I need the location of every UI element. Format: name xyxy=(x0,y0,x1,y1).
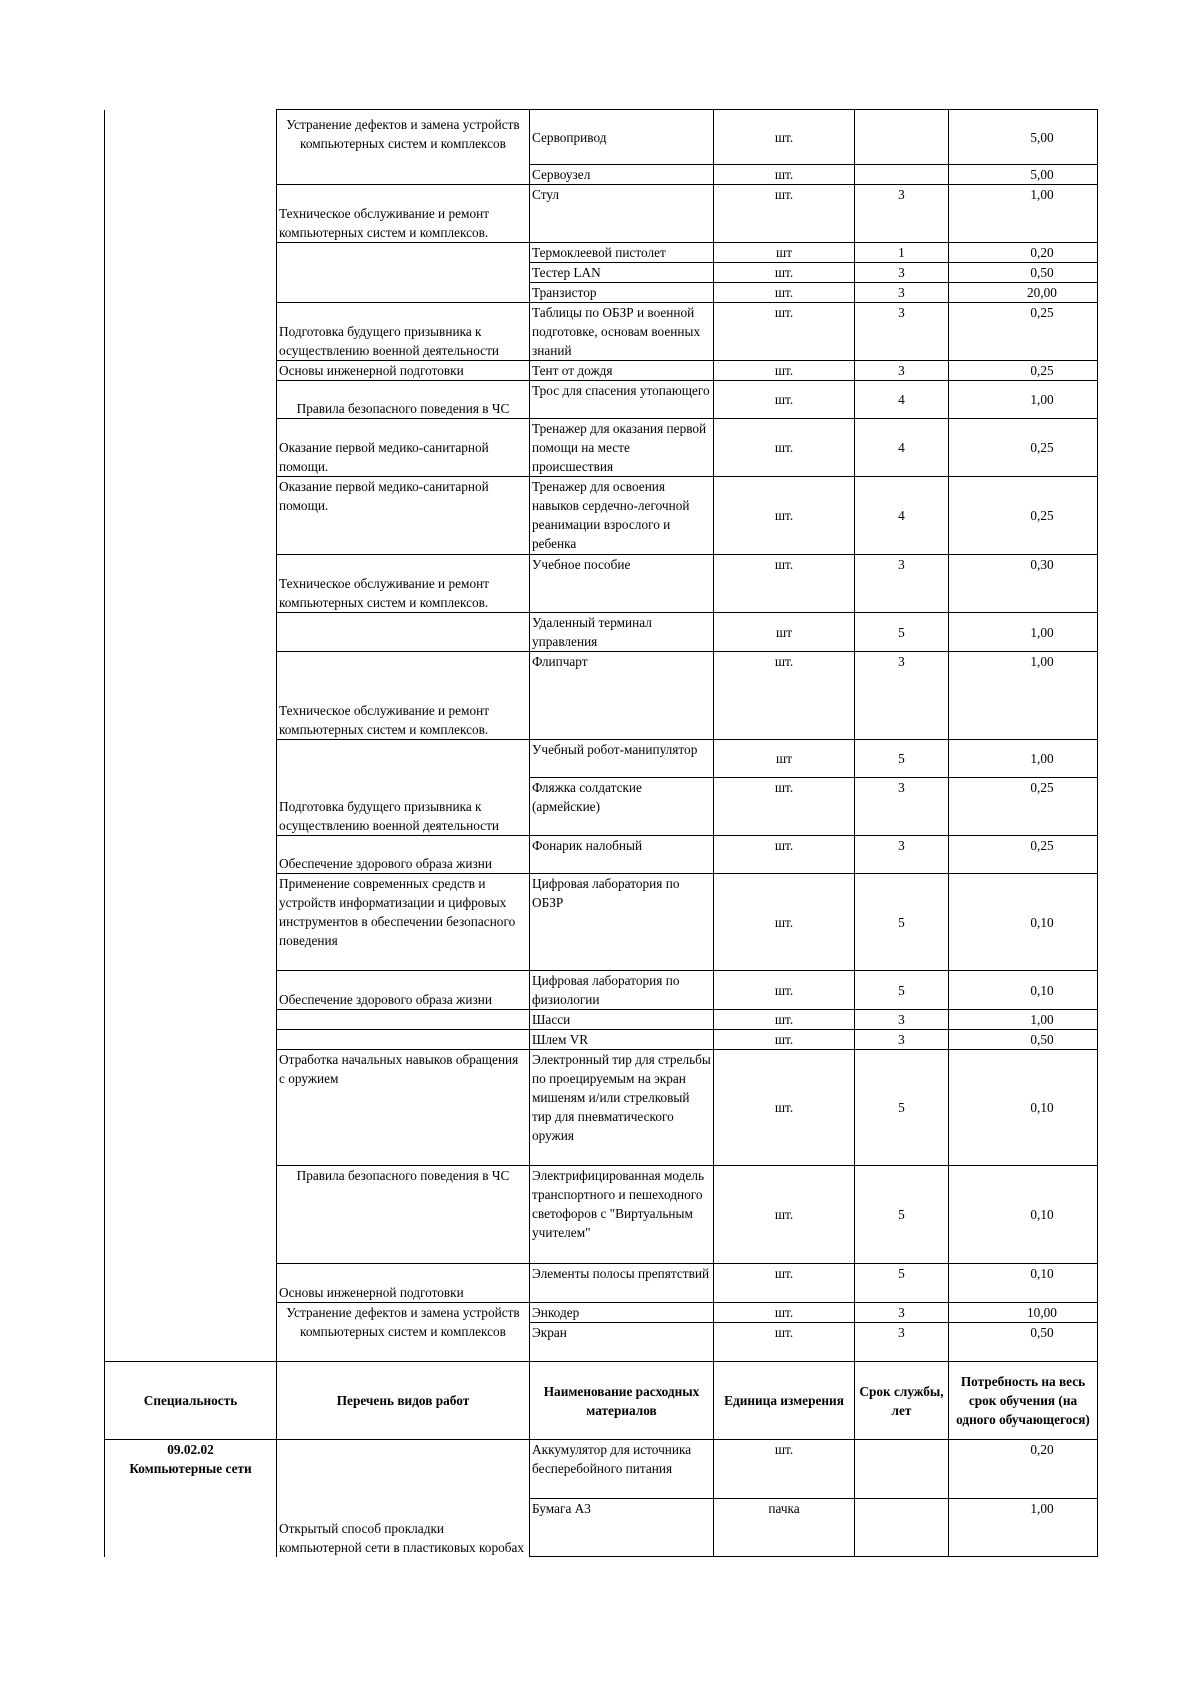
qty-cell: 0,10 xyxy=(949,1050,1098,1166)
life-cell: 3 xyxy=(855,361,949,381)
header-unit: Единица измерения xyxy=(714,1362,855,1440)
unit-cell: шт. xyxy=(714,874,855,971)
qty-cell: 1,00 xyxy=(949,613,1098,652)
life-cell: 1 xyxy=(855,243,949,263)
work-cell: Обеспечение здорового образа жизни xyxy=(277,836,530,874)
unit-cell: шт. xyxy=(714,185,855,243)
work-cell: Техническое обслуживание и ремонт компьютерных систем и комплексов. xyxy=(277,652,530,740)
item-cell: Экран xyxy=(530,1323,714,1362)
qty-cell: 0,25 xyxy=(949,419,1098,477)
life-cell xyxy=(855,1440,949,1499)
header-item: Наименование расходных материалов xyxy=(530,1362,714,1440)
work-cell: Основы инженерной подготовки xyxy=(277,361,530,381)
item-cell: Цифровая лаборатория по ОБЗР xyxy=(530,874,714,971)
item-cell: Энкодер xyxy=(530,1303,714,1323)
life-cell xyxy=(855,1499,949,1557)
unit-cell: шт. xyxy=(714,165,855,185)
life-cell: 5 xyxy=(855,613,949,652)
qty-cell: 1,00 xyxy=(949,185,1098,243)
life-cell: 3 xyxy=(855,555,949,613)
qty-cell: 0,50 xyxy=(949,1030,1098,1050)
item-cell: Цифровая лаборатория по физиологии xyxy=(530,971,714,1010)
unit-cell: шт. xyxy=(714,778,855,836)
work-cell-empty xyxy=(277,613,530,652)
item-cell: Термоклеевой пистолет xyxy=(530,243,714,263)
life-cell: 5 xyxy=(855,1050,949,1166)
work-cell: Открытый способ прокладки компьютерной сети в пластиковых коробах xyxy=(277,1440,530,1557)
life-cell: 3 xyxy=(855,263,949,283)
life-cell: 3 xyxy=(855,1030,949,1050)
unit-cell: шт. xyxy=(714,477,855,555)
work-cell: Оказание первой медико-санитарной помощи. xyxy=(277,419,530,477)
qty-cell: 0,10 xyxy=(949,1264,1098,1303)
life-cell: 3 xyxy=(855,778,949,836)
life-cell: 5 xyxy=(855,1166,949,1264)
specialty-cell-empty xyxy=(105,110,277,1362)
specialty-cell xyxy=(105,1440,277,1557)
qty-cell: 1,00 xyxy=(949,652,1098,740)
item-cell: Шлем VR xyxy=(530,1030,714,1050)
unit-cell: шт. xyxy=(714,110,855,165)
unit-cell: шт. xyxy=(714,283,855,303)
item-cell: Аккумулятор для источника бесперебойного питания xyxy=(530,1440,714,1499)
qty-cell: 20,00 xyxy=(949,283,1098,303)
unit-cell: шт. xyxy=(714,419,855,477)
life-cell: 5 xyxy=(855,971,949,1010)
work-cell-empty xyxy=(277,1030,530,1050)
qty-cell: 0,25 xyxy=(949,303,1098,361)
work-cell: Правила безопасного поведения в ЧС xyxy=(277,1166,530,1264)
life-cell: 5 xyxy=(855,1264,949,1303)
unit-cell: шт xyxy=(714,613,855,652)
item-cell: Сервопривод xyxy=(530,110,714,165)
qty-cell: 0,10 xyxy=(949,874,1098,971)
unit-cell: шт. xyxy=(714,1440,855,1499)
life-cell: 3 xyxy=(855,185,949,243)
qty-cell: 1,00 xyxy=(949,1010,1098,1030)
qty-cell: 5,00 xyxy=(949,165,1098,185)
qty-cell: 5,00 xyxy=(949,110,1098,165)
life-cell: 3 xyxy=(855,283,949,303)
header-life: Срок службы, лет xyxy=(855,1362,949,1440)
item-cell: Элементы полосы препятствий xyxy=(530,1264,714,1303)
item-cell: Флипчарт xyxy=(530,652,714,740)
life-cell: 3 xyxy=(855,303,949,361)
item-cell: Тренажер для оказания первой помощи на месте происшествия xyxy=(530,419,714,477)
qty-cell: 10,00 xyxy=(949,1303,1098,1323)
qty-cell: 0,50 xyxy=(949,263,1098,283)
unit-cell: шт. xyxy=(714,1264,855,1303)
work-cell: Отработка начальных навыков обращения с оружием xyxy=(277,1050,530,1166)
unit-cell: шт. xyxy=(714,1010,855,1030)
qty-cell: 0,50 xyxy=(949,1323,1098,1362)
item-cell: Фляжка солдатские (армейские) xyxy=(530,778,714,836)
unit-cell: шт xyxy=(714,740,855,778)
item-cell: Тент от дождя xyxy=(530,361,714,381)
qty-cell: 0,25 xyxy=(949,477,1098,555)
work-cell: Устранение дефектов и замена устройств компьютерных систем и комплексов xyxy=(277,1303,530,1362)
life-cell xyxy=(855,110,949,165)
specialty-name: Компьютерные сети xyxy=(129,1461,252,1476)
item-cell: Электрифицированная модель транспортного и пешеходного светофоров с "Виртуальным учителем" xyxy=(530,1166,714,1264)
header-qty: Потребность на весь срок обучения (на одного обучающегося) xyxy=(949,1362,1098,1440)
unit-cell: шт. xyxy=(714,1050,855,1166)
life-cell: 3 xyxy=(855,1303,949,1323)
item-cell: Учебное пособие xyxy=(530,555,714,613)
item-cell: Шасси xyxy=(530,1010,714,1030)
work-cell: Устранение дефектов и замена устройств компьютерных систем и комплексов xyxy=(277,110,530,185)
work-cell: Оказание первой медико-санитарной помощи. xyxy=(277,477,530,555)
qty-cell: 0,25 xyxy=(949,836,1098,874)
qty-cell: 0,25 xyxy=(949,778,1098,836)
item-cell: Транзистор xyxy=(530,283,714,303)
item-cell: Трос для спасения утопающего xyxy=(530,381,714,419)
life-cell: 3 xyxy=(855,652,949,740)
work-cell: Техническое обслуживание и ремонт компьютерных систем и комплексов. xyxy=(277,555,530,613)
materials-table xyxy=(104,109,1098,1557)
work-cell: Обеспечение здорового образа жизни xyxy=(277,971,530,1010)
unit-cell: шт xyxy=(714,243,855,263)
qty-cell: 0,30 xyxy=(949,555,1098,613)
work-cell: Техническое обслуживание и ремонт компьютерных систем и комплексов. xyxy=(277,185,530,243)
unit-cell: пачка xyxy=(714,1499,855,1557)
unit-cell: шт. xyxy=(714,381,855,419)
item-cell: Тестер LAN xyxy=(530,263,714,283)
qty-cell: 1,00 xyxy=(949,740,1098,778)
life-cell: 4 xyxy=(855,477,949,555)
life-cell: 4 xyxy=(855,381,949,419)
unit-cell: шт. xyxy=(714,836,855,874)
qty-cell: 0,25 xyxy=(949,361,1098,381)
unit-cell: шт. xyxy=(714,361,855,381)
qty-cell: 0,20 xyxy=(949,1440,1098,1499)
work-cell-empty xyxy=(277,243,530,303)
unit-cell: шт. xyxy=(714,971,855,1010)
specialty-code: 09.02.02 xyxy=(167,1442,214,1457)
item-cell: Электронный тир для стрельбы по проецируемым на экран мишеням и/или стрелковый тир для пневматического оружия xyxy=(530,1050,714,1166)
qty-cell: 1,00 xyxy=(949,381,1098,419)
work-cell: Подготовка будущего призывника к осуществлению военной деятельности xyxy=(277,303,530,361)
unit-cell: шт. xyxy=(714,1323,855,1362)
item-cell: Таблицы по ОБЗР и военной подготовке, основам военных знаний xyxy=(530,303,714,361)
unit-cell: шт. xyxy=(714,1303,855,1323)
item-cell: Бумага А3 xyxy=(530,1499,714,1557)
item-cell: Учебный робот-манипулятор xyxy=(530,740,714,778)
work-cell-empty xyxy=(277,1010,530,1030)
work-cell: Подготовка будущего призывника к осуществлению военной деятельности xyxy=(277,740,530,836)
life-cell: 3 xyxy=(855,1010,949,1030)
qty-cell: 0,10 xyxy=(949,971,1098,1010)
item-cell: Удаленный терминал управления xyxy=(530,613,714,652)
unit-cell: шт. xyxy=(714,1030,855,1050)
item-cell: Фонарик налобный xyxy=(530,836,714,874)
life-cell xyxy=(855,165,949,185)
work-cell: Правила безопасного поведения в ЧС xyxy=(277,381,530,419)
life-cell: 4 xyxy=(855,419,949,477)
life-cell: 5 xyxy=(855,874,949,971)
item-cell: Стул xyxy=(530,185,714,243)
unit-cell: шт. xyxy=(714,263,855,283)
unit-cell: шт. xyxy=(714,303,855,361)
item-cell: Сервоузел xyxy=(530,165,714,185)
life-cell: 3 xyxy=(855,836,949,874)
qty-cell: 0,20 xyxy=(949,243,1098,263)
life-cell: 5 xyxy=(855,740,949,778)
unit-cell: шт. xyxy=(714,652,855,740)
life-cell: 3 xyxy=(855,1323,949,1362)
item-cell: Тренажер для освоения навыков сердечно-легочной реанимации взрослого и ребенка xyxy=(530,477,714,555)
materials-table-container xyxy=(104,109,1098,1557)
header-works: Перечень видов работ xyxy=(277,1362,530,1440)
unit-cell: шт. xyxy=(714,1166,855,1264)
qty-cell: 0,10 xyxy=(949,1166,1098,1264)
qty-cell: 1,00 xyxy=(949,1499,1098,1557)
header-specialty: Специальность xyxy=(105,1362,277,1440)
work-cell: Основы инженерной подготовки xyxy=(277,1264,530,1303)
unit-cell: шт. xyxy=(714,555,855,613)
work-cell: Применение современных средств и устройств информатизации и цифровых инструментов в обеспечении безопасного поведения xyxy=(277,874,530,971)
